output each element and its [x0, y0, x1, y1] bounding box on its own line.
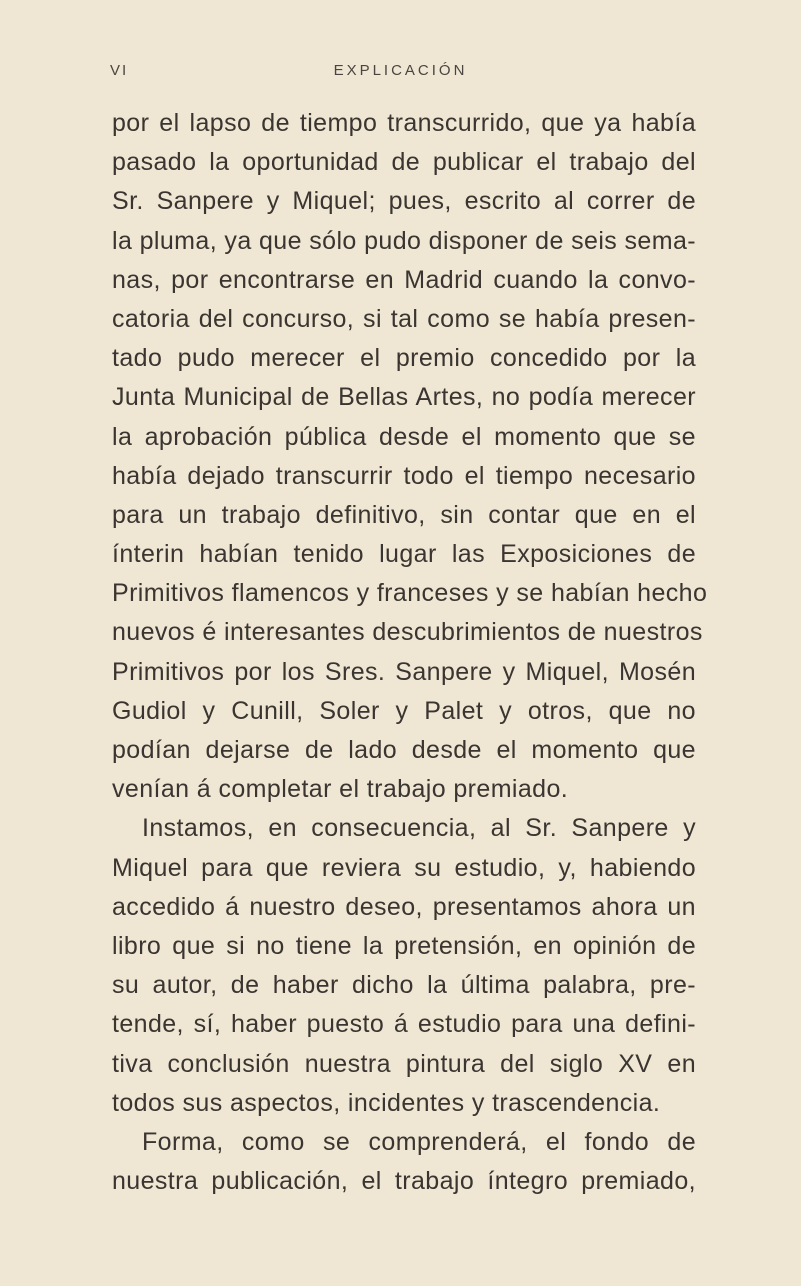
- text-line: accedido á nuestro deseo, presentamos ahora un: [112, 892, 696, 921]
- text-line: Miquel para que reviera su estudio, y, habiendo: [112, 853, 696, 882]
- text-line: venían á completar el trabajo premiado.: [112, 775, 569, 804]
- text-line: la pluma, ya que sólo pudo disponer de seis sema-: [112, 226, 696, 255]
- text-line: Instamos, en consecuencia, al Sr. Sanpere y: [142, 814, 696, 843]
- text-line: pasado la oportunidad de publicar el trabajo del: [112, 148, 696, 177]
- text-line: Primitivos por los Sres. Sanpere y Miquel, Mosén: [112, 657, 696, 686]
- running-head: EXPLICACIÓN: [333, 62, 468, 79]
- text-line: para un trabajo definitivo, sin contar que en el: [112, 500, 696, 529]
- text-line: libro que si no tiene la pretensión, en opinión de: [112, 931, 696, 960]
- page-header: [0, 62, 801, 86]
- text-line: Sr. Sanpere y Miquel; pues, escrito al correr de: [112, 187, 696, 216]
- text-line: nuevos é interesantes descubrimientos de nuestros: [112, 618, 703, 647]
- text-line: tado pudo merecer el premio concedido por la: [112, 344, 696, 373]
- text-line: todos sus aspectos, incidentes y trascendencia.: [112, 1088, 661, 1117]
- text-line: su autor, de haber dicho la última palabra, pre-: [112, 971, 696, 1000]
- text-line: catoria del concurso, si tal como se había presen-: [112, 304, 696, 333]
- text-line: tende, sí, haber puesto á estudio para una defini-: [112, 1010, 696, 1039]
- text-line: podían dejarse de lado desde el momento que: [112, 736, 696, 764]
- text-line: Gudiol y Cunill, Soler y Palet y otros, que no: [112, 696, 696, 725]
- text-line: ínterin habían tenido lugar las Exposiciones de: [112, 540, 696, 569]
- text-line: por el lapso de tiempo transcurrido, que ya había: [112, 109, 696, 137]
- text-line: había dejado transcurrir todo el tiempo necesario: [112, 461, 696, 490]
- text-line: Primitivos flamencos y franceses y se habían hecho: [112, 579, 708, 608]
- page-number: VI: [110, 62, 129, 79]
- text-line: nas, por encontrarse en Madrid cuando la convo-: [112, 265, 696, 294]
- text-line: Forma, como se comprenderá, el fondo de: [142, 1127, 696, 1156]
- text-line: tiva conclusión nuestra pintura del siglo XV en: [112, 1049, 696, 1078]
- text-line: nuestra publicación, el trabajo íntegro premiado,: [112, 1167, 696, 1196]
- text-line: Junta Municipal de Bellas Artes, no podía merecer: [112, 383, 696, 412]
- body-text: [112, 104, 708, 1201]
- text-line: la aprobación pública desde el momento que se: [112, 422, 696, 451]
